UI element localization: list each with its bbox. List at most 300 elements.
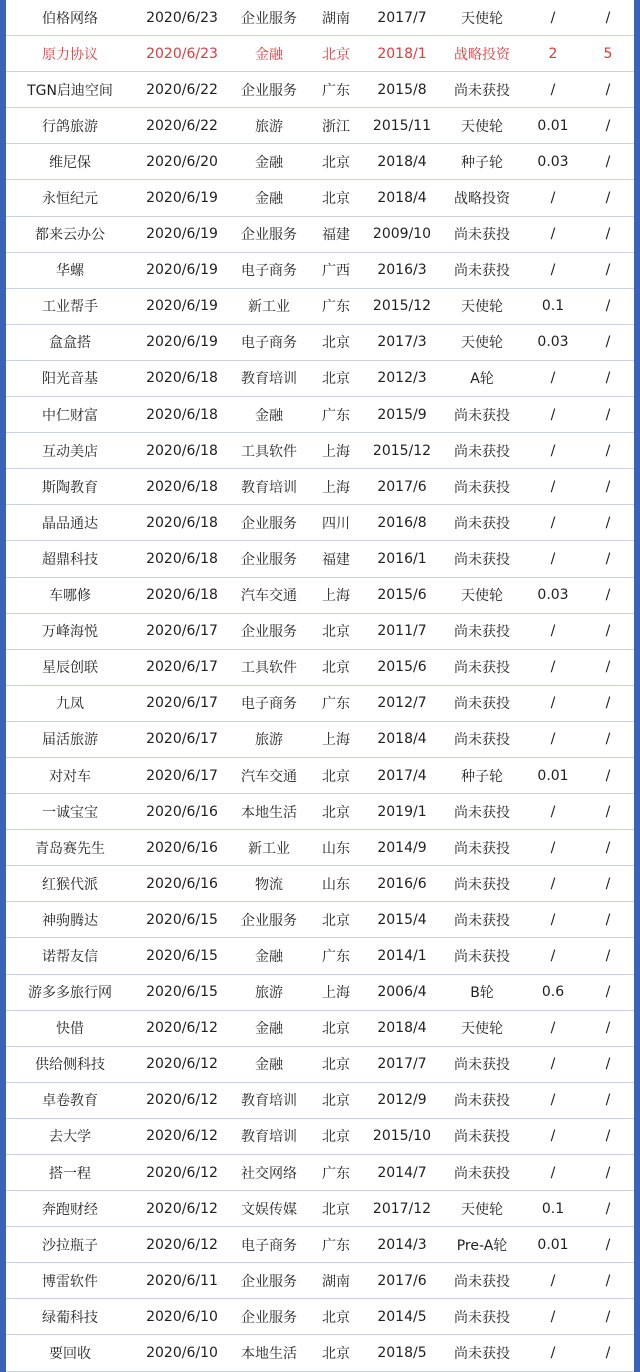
cell-region: 广东 [322,1165,350,1182]
cell-region: 北京 [322,660,350,677]
cell-industry: 企业服务 [241,515,297,532]
cell-extra: / [605,623,611,640]
cell-date: 2020/6/12 [146,1236,218,1253]
table-row [6,1119,634,1155]
cell-company-name: 超鼎科技 [42,551,98,568]
cell-amount: / [550,81,556,98]
cell-amount: / [550,875,556,892]
cell-extra: 5 [603,45,613,62]
cell-region: 北京 [322,191,350,208]
cell-round: 尚未获投 [454,1309,510,1326]
cell-founded: 2012/3 [377,370,427,387]
cell-region: 北京 [322,1093,350,1110]
cell-region: 北京 [322,46,350,63]
cell-date: 2020/6/16 [146,875,218,892]
cell-date: 2020/6/17 [146,695,218,712]
cell-founded: 2009/10 [372,226,432,243]
cell-amount: / [550,1308,556,1325]
cell-round: 尚未获投 [454,515,510,532]
cell-extra: / [605,478,611,495]
cell-founded: 2015/12 [372,442,432,459]
cell-date: 2020/6/15 [146,947,218,964]
cell-amount: / [550,1056,556,1073]
cell-industry: 企业服务 [241,10,297,27]
cell-industry: 新工业 [248,840,290,857]
cell-industry: 新工业 [248,299,290,316]
cell-industry: 电子商务 [241,263,297,280]
cell-date: 2020/6/12 [146,1092,218,1109]
cell-region: 北京 [322,371,350,388]
cell-region: 上海 [322,588,350,605]
cell-founded: 2019/1 [377,803,427,820]
cell-region: 北京 [322,1346,350,1363]
cell-company-name: 供给侧科技 [35,1057,105,1074]
cell-founded: 2012/7 [377,695,427,712]
cell-company-name: 届活旅游 [42,732,98,749]
table-row [6,650,634,686]
cell-round: 尚未获投 [454,407,510,424]
cell-region: 北京 [322,912,350,929]
cell-amount: / [550,190,556,207]
cell-round: 尚未获投 [454,732,510,749]
cell-amount: / [550,514,556,531]
cell-date: 2020/6/18 [146,550,218,567]
cell-industry: 汽车交通 [241,768,297,785]
cell-round: 天使轮 [461,118,503,135]
cell-extra: / [605,406,611,423]
cell-industry: 企业服务 [241,912,297,929]
cell-company-name: 中仁财富 [42,407,98,424]
cell-founded: 2014/9 [377,839,427,856]
cell-founded: 2011/7 [377,623,427,640]
cell-company-name: 原力协议 [42,46,98,63]
cell-industry: 金融 [255,407,283,424]
cell-amount: 0.03 [537,334,569,351]
table-row [6,938,634,974]
cell-founded: 2016/3 [377,262,427,279]
cell-founded: 2006/4 [377,984,427,1001]
table-row [6,1335,634,1371]
cell-company-name: 沙拉瓶子 [42,1237,98,1254]
cell-extra: / [605,695,611,712]
cell-round: 天使轮 [461,1201,503,1218]
cell-company-name: 搭一程 [49,1165,91,1182]
cell-industry: 物流 [255,876,283,893]
cell-founded: 2018/4 [377,731,427,748]
table-row [6,1191,634,1227]
table-row [6,1083,634,1119]
cell-extra: / [605,9,611,26]
table-row [6,1047,634,1083]
cell-date: 2020/6/17 [146,731,218,748]
cell-round: 天使轮 [461,10,503,27]
cell-extra: / [605,81,611,98]
cell-amount: 0.01 [537,767,569,784]
cell-date: 2020/6/23 [146,9,218,26]
cell-date: 2020/6/10 [146,1345,218,1362]
table-row [6,541,634,577]
cell-company-name: 车哪修 [49,588,91,605]
cell-industry: 旅游 [255,118,283,135]
cell-industry: 本地生活 [241,1346,297,1363]
cell-industry: 企业服务 [241,1273,297,1290]
cell-company-name: 神驹腾达 [42,912,98,929]
cell-founded: 2017/6 [377,1272,427,1289]
cell-industry: 金融 [255,1021,283,1038]
cell-round: 种子轮 [461,768,503,785]
cell-extra: / [605,370,611,387]
cell-founded: 2015/6 [377,659,427,676]
cell-industry: 企业服务 [241,551,297,568]
cell-extra: / [605,1020,611,1037]
cell-region: 北京 [322,154,350,171]
cell-region: 上海 [322,732,350,749]
cell-date: 2020/6/19 [146,226,218,243]
cell-founded: 2015/11 [372,117,432,134]
cell-industry: 电子商务 [241,1237,297,1254]
cell-industry: 电子商务 [241,335,297,352]
cell-industry: 教育培训 [241,1093,297,1110]
cell-round: 尚未获投 [454,840,510,857]
table-row [6,469,634,505]
cell-round: 天使轮 [461,299,503,316]
table-row [6,144,634,180]
cell-company-name: 快借 [56,1021,84,1038]
cell-round: 尚未获投 [454,1129,510,1146]
cell-amount: / [550,1272,556,1289]
cell-amount: / [550,262,556,279]
cell-founded: 2012/9 [377,1092,427,1109]
cell-date: 2020/6/15 [146,984,218,1001]
cell-company-name: 阳光音基 [42,371,98,388]
cell-amount: 2 [548,45,558,62]
cell-region: 北京 [322,335,350,352]
cell-extra: / [605,947,611,964]
cell-date: 2020/6/18 [146,406,218,423]
cell-amount: 0.01 [537,117,569,134]
cell-round: 尚未获投 [454,1093,510,1110]
cell-extra: / [605,1092,611,1109]
cell-extra: / [605,1128,611,1145]
cell-company-name: 华螺 [56,263,84,280]
cell-region: 北京 [322,804,350,821]
cell-amount: / [550,1092,556,1109]
cell-industry: 旅游 [255,732,283,749]
table-row [6,397,634,433]
cell-extra: / [605,911,611,928]
cell-founded: 2014/1 [377,947,427,964]
cell-company-name: 行鸽旅游 [42,118,98,135]
cell-date: 2020/6/18 [146,442,218,459]
cell-founded: 2018/4 [377,1020,427,1037]
cell-round: 天使轮 [461,1021,503,1038]
cell-round: 尚未获投 [454,551,510,568]
cell-round: 尚未获投 [454,876,510,893]
table-row [6,433,634,469]
cell-date: 2020/6/23 [146,45,218,62]
cell-extra: / [605,731,611,748]
table-row [6,975,634,1011]
cell-round: 天使轮 [461,588,503,605]
table-row [6,1299,634,1335]
cell-date: 2020/6/17 [146,659,218,676]
cell-extra: / [605,190,611,207]
cell-industry: 企业服务 [241,624,297,641]
cell-industry: 社交网络 [241,1165,297,1182]
cell-region: 山东 [322,876,350,893]
cell-industry: 企业服务 [241,1309,297,1326]
cell-region: 北京 [322,1309,350,1326]
cell-industry: 电子商务 [241,696,297,713]
cell-amount: / [550,406,556,423]
cell-founded: 2015/6 [377,587,427,604]
cell-round: 尚未获投 [454,696,510,713]
cell-amount: / [550,623,556,640]
cell-region: 山东 [322,840,350,857]
cell-company-name: 星辰创联 [42,660,98,677]
cell-amount: / [550,803,556,820]
cell-round: 尚未获投 [454,479,510,496]
table-row [6,722,634,758]
cell-company-name: 盒盒搭 [49,335,91,352]
cell-amount: / [550,226,556,243]
cell-extra: / [605,1236,611,1253]
table-row [6,830,634,866]
cell-founded: 2015/8 [377,81,427,98]
cell-company-name: 对对车 [49,768,91,785]
cell-date: 2020/6/19 [146,298,218,315]
cell-region: 四川 [322,515,350,532]
cell-date: 2020/6/19 [146,190,218,207]
cell-founded: 2015/9 [377,406,427,423]
cell-round: 尚未获投 [454,624,510,641]
cell-round: 尚未获投 [454,82,510,99]
cell-date: 2020/6/12 [146,1200,218,1217]
cell-date: 2020/6/18 [146,587,218,604]
cell-amount: / [550,659,556,676]
table-row [6,578,634,614]
table-row [6,686,634,722]
table-row [6,217,634,253]
cell-company-name: 要回收 [49,1346,91,1363]
cell-company-name: 工业帮手 [42,299,98,316]
cell-amount: / [550,911,556,928]
cell-extra: / [605,1308,611,1325]
cell-founded: 2015/12 [372,298,432,315]
cell-amount: / [550,947,556,964]
cell-extra: / [605,298,611,315]
cell-date: 2020/6/18 [146,478,218,495]
cell-industry: 金融 [255,154,283,171]
cell-founded: 2017/7 [377,1056,427,1073]
cell-round: A轮 [470,371,494,388]
cell-round: 尚未获投 [454,804,510,821]
cell-extra: / [605,767,611,784]
cell-amount: / [550,442,556,459]
table-row [6,1011,634,1047]
cell-amount: / [550,370,556,387]
table-row [6,253,634,289]
cell-region: 湖南 [322,10,350,27]
table-row [6,614,634,650]
cell-region: 上海 [322,443,350,460]
table-row [6,866,634,902]
cell-extra: / [605,587,611,604]
cell-extra: / [605,1164,611,1181]
cell-amount: / [550,695,556,712]
cell-founded: 2016/6 [377,875,427,892]
cell-founded: 2014/5 [377,1308,427,1325]
cell-extra: / [605,839,611,856]
cell-extra: / [605,1272,611,1289]
cell-round: 尚未获投 [454,443,510,460]
cell-extra: / [605,442,611,459]
table-row [6,36,634,72]
cell-region: 北京 [322,1129,350,1146]
cell-date: 2020/6/12 [146,1056,218,1073]
cell-region: 广东 [322,407,350,424]
cell-date: 2020/6/12 [146,1164,218,1181]
table-row [6,1155,634,1191]
cell-company-name: 都来云办公 [35,227,105,244]
cell-region: 上海 [322,985,350,1002]
table-row [6,1263,634,1299]
cell-date: 2020/6/20 [146,153,218,170]
cell-date: 2020/6/16 [146,839,218,856]
cell-amount: / [550,1164,556,1181]
cell-round: 尚未获投 [454,1165,510,1182]
cell-extra: / [605,1056,611,1073]
cell-company-name: 伯格网络 [42,10,98,27]
cell-round: 尚未获投 [454,227,510,244]
cell-company-name: 一诚宝宝 [42,804,98,821]
cell-company-name: 诺帮友信 [42,948,98,965]
cell-company-name: 去大学 [49,1129,91,1146]
cell-amount: / [550,1128,556,1145]
cell-amount: / [550,839,556,856]
cell-amount: / [550,478,556,495]
cell-founded: 2016/1 [377,550,427,567]
cell-industry: 企业服务 [241,82,297,99]
cell-company-name: 青岛赛先生 [35,840,105,857]
table-row [6,289,634,325]
cell-round: 尚未获投 [454,1057,510,1074]
cell-company-name: 绿葡科技 [42,1309,98,1326]
cell-date: 2020/6/12 [146,1128,218,1145]
table-row [6,758,634,794]
cell-date: 2020/6/17 [146,623,218,640]
cell-region: 上海 [322,479,350,496]
cell-region: 广东 [322,82,350,99]
table-row [6,180,634,216]
cell-founded: 2018/4 [377,190,427,207]
cell-date: 2020/6/17 [146,767,218,784]
cell-industry: 工具软件 [241,660,297,677]
cell-company-name: 互动美店 [42,443,98,460]
cell-company-name: 九凤 [56,696,84,713]
cell-company-name: 卓卷教育 [42,1093,98,1110]
table-row [6,325,634,361]
cell-date: 2020/6/12 [146,1020,218,1037]
cell-founded: 2014/3 [377,1236,427,1253]
cell-round: B轮 [470,985,494,1002]
cell-amount: 0.1 [541,298,565,315]
cell-region: 北京 [322,1201,350,1218]
cell-industry: 本地生活 [241,804,297,821]
cell-date: 2020/6/22 [146,81,218,98]
cell-region: 广西 [322,263,350,280]
cell-company-name: 万峰海悦 [42,624,98,641]
cell-founded: 2017/3 [377,334,427,351]
cell-date: 2020/6/19 [146,334,218,351]
cell-extra: / [605,803,611,820]
cell-extra: / [605,153,611,170]
cell-industry: 金融 [255,191,283,208]
cell-founded: 2015/4 [377,911,427,928]
cell-round: 尚未获投 [454,912,510,929]
cell-region: 北京 [322,768,350,785]
cell-round: 尚未获投 [454,1346,510,1363]
cell-founded: 2017/4 [377,767,427,784]
table-row [6,1227,634,1263]
cell-date: 2020/6/10 [146,1308,218,1325]
cell-founded: 2018/1 [377,45,427,62]
cell-extra: / [605,334,611,351]
cell-round: 天使轮 [461,335,503,352]
cell-extra: / [605,875,611,892]
cell-company-name: 奔跑财经 [42,1201,98,1218]
cell-industry: 金融 [255,1057,283,1074]
cell-amount: 0.03 [537,153,569,170]
table-row [6,0,634,36]
cell-company-name: 红猴代派 [42,876,98,893]
cell-amount: 0.6 [541,984,565,1001]
cell-date: 2020/6/18 [146,370,218,387]
cell-industry: 企业服务 [241,227,297,244]
cell-company-name: 晶品通达 [42,515,98,532]
cell-region: 北京 [322,1057,350,1074]
cell-extra: / [605,659,611,676]
cell-round: 尚未获投 [454,660,510,677]
cell-industry: 教育培训 [241,479,297,496]
table-row [6,108,634,144]
cell-date: 2020/6/22 [146,117,218,134]
cell-region: 广东 [322,948,350,965]
cell-date: 2020/6/16 [146,803,218,820]
cell-company-name: 永恒纪元 [42,191,98,208]
cell-founded: 2017/7 [377,9,427,26]
cell-amount: / [550,731,556,748]
cell-round: 战略投资 [454,191,510,208]
cell-region: 广东 [322,1237,350,1254]
cell-round: 种子轮 [461,154,503,171]
cell-round: 尚未获投 [454,1273,510,1290]
cell-extra: / [605,550,611,567]
cell-industry: 旅游 [255,985,283,1002]
funding-table [6,0,634,1372]
cell-amount: 0.03 [537,587,569,604]
cell-amount: / [550,9,556,26]
cell-founded: 2014/7 [377,1164,427,1181]
cell-founded: 2017/6 [377,478,427,495]
cell-round: 尚未获投 [454,948,510,965]
table-row [6,72,634,108]
cell-industry: 汽车交通 [241,588,297,605]
cell-founded: 2016/8 [377,514,427,531]
cell-region: 北京 [322,1021,350,1038]
cell-extra: / [605,226,611,243]
cell-amount: / [550,1020,556,1037]
